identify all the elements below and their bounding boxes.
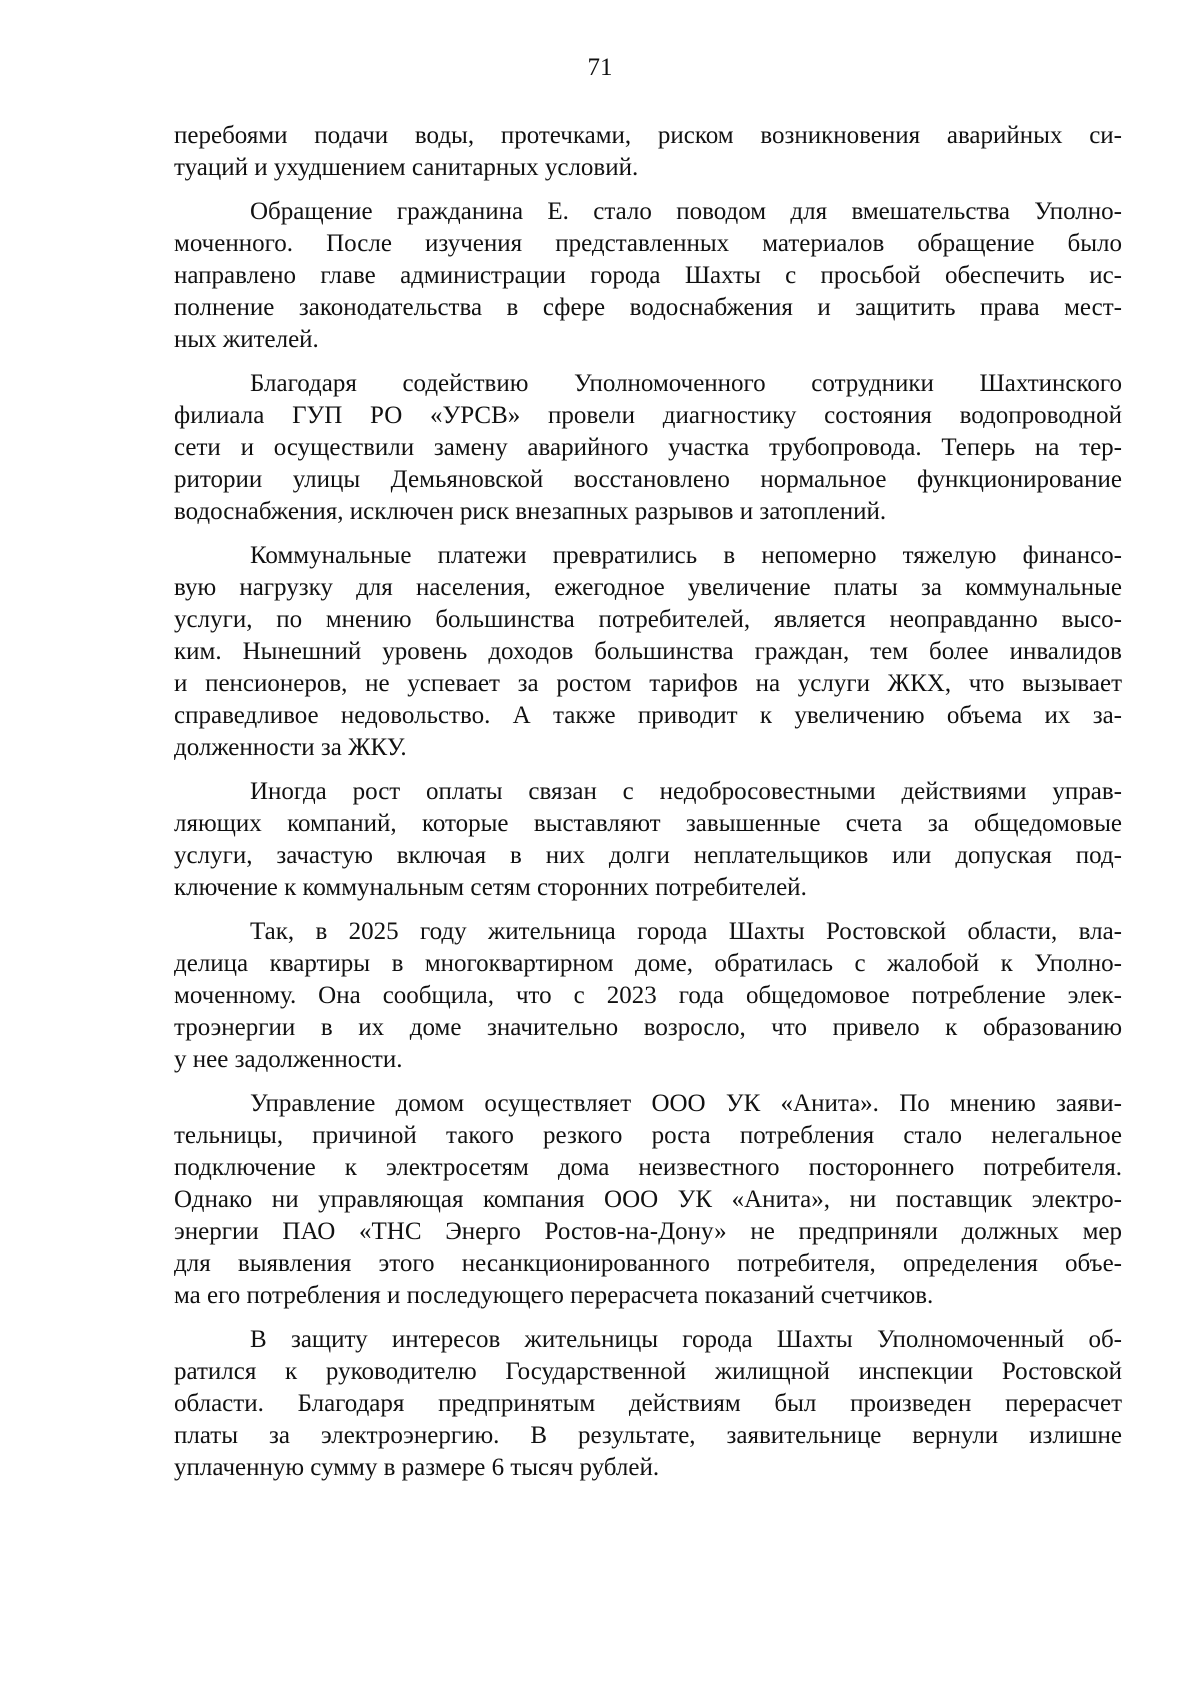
text-line: Однако ни управляющая компания ООО УК «Анита», ни поставщик электро- <box>174 1186 1122 1213</box>
text-line: ных жителей. <box>174 326 319 353</box>
text-line: энергии ПАО «ТНС Энерго Ростов-на-Дону» не предприняли должных мер <box>174 1218 1122 1245</box>
paragraph <box>174 1324 1122 1484</box>
text-line: услуги, зачастую включая в них долги неплательщиков или допуская под- <box>174 842 1122 869</box>
text-line: для выявления этого несанкционированного потребителя, определения объе- <box>174 1250 1122 1277</box>
text-line: ратился к руководителю Государственной жилищной инспекции Ростовской <box>174 1358 1122 1385</box>
text-line: ким. Нынешний уровень доходов большинства граждан, тем более инвалидов <box>174 638 1122 665</box>
text-line: моченному. Она сообщила, что с 2023 года общедомовое потребление элек- <box>174 982 1122 1009</box>
text-line: делица квартиры в многоквартирном доме, обратилась с жалобой к Уполно- <box>174 950 1122 977</box>
text-line: полнение законодательства в сфере водоснабжения и защитить права мест- <box>174 294 1122 321</box>
text-line: филиала ГУП РО «УРСВ» провели диагностику состояния водопроводной <box>174 402 1122 429</box>
text-line: тельницы, причиной такого резкого роста потребления стало нелегальное <box>174 1122 1122 1149</box>
text-line: услуги, по мнению большинства потребителей, является неоправданно высо- <box>174 606 1122 633</box>
text-line: ляющих компаний, которые выставляют завышенные счета за общедомовые <box>174 810 1122 837</box>
page-number: 71 <box>587 54 613 81</box>
paragraph <box>174 540 1122 764</box>
text-line: Управление домом осуществляет ООО УК «Анита». По мнению заяви- <box>250 1090 1122 1117</box>
body-text <box>174 120 1122 1496</box>
text-line: Иногда рост оплаты связан с недобросовестными действиями управ- <box>250 778 1122 805</box>
text-line: подключение к электросетям дома неизвестного постороннего потребителя. <box>174 1154 1122 1181</box>
text-line: Так, в 2025 году жительница города Шахты Ростовской области, вла- <box>250 918 1122 945</box>
text-line: у нее задолженности. <box>174 1046 403 1073</box>
text-line: моченного. После изучения представленных материалов обращение было <box>174 230 1122 257</box>
text-line: В защиту интересов жительницы города Шахты Уполномоченный об- <box>250 1326 1122 1353</box>
text-line: Коммунальные платежи превратились в непомерно тяжелую финансо- <box>250 542 1122 569</box>
text-line: ритории улицы Демьяновской восстановлено нормальное функционирование <box>174 466 1122 493</box>
paragraph <box>174 776 1122 904</box>
text-line: троэнергии в их доме значительно возросло, что привело к образованию <box>174 1014 1122 1041</box>
text-line: платы за электроэнергию. В результате, заявительнице вернули излишне <box>174 1422 1122 1449</box>
text-line: вую нагрузку для населения, ежегодное увеличение платы за коммунальные <box>174 574 1122 601</box>
paragraph <box>174 368 1122 528</box>
text-line: ключение к коммунальным сетям сторонних потребителей. <box>174 874 807 901</box>
text-line: Обращение гражданина Е. стало поводом для вмешательства Уполно- <box>250 198 1122 225</box>
text-line: ма его потребления и последующего перерасчета показаний счетчиков. <box>174 1282 934 1309</box>
text-line: уплаченную сумму в размере 6 тысяч рублей. <box>174 1454 660 1481</box>
text-line: сети и осуществили замену аварийного участка трубопровода. Теперь на тер- <box>174 434 1122 461</box>
paragraph <box>174 120 1122 184</box>
text-line: долженности за ЖКУ. <box>174 734 407 761</box>
paragraph <box>174 916 1122 1076</box>
paragraph <box>174 1088 1122 1312</box>
text-line: туаций и ухудшением санитарных условий. <box>174 154 639 181</box>
text-line: направлено главе администрации города Шахты с просьбой обеспечить ис- <box>174 262 1122 289</box>
text-line: справедливое недовольство. А также приводит к увеличению объема их за- <box>174 702 1122 729</box>
text-line: перебоями подачи воды, протечками, риском возникновения аварийных си- <box>174 122 1122 149</box>
text-line: Благодаря содействию Уполномоченного сотрудники Шахтинского <box>250 370 1122 397</box>
text-line: и пенсионеров, не успевает за ростом тарифов на услуги ЖКХ, что вызывает <box>174 670 1122 697</box>
text-line: области. Благодаря предпринятым действиям был произведен перерасчет <box>174 1390 1122 1417</box>
paragraph <box>174 196 1122 356</box>
text-line: водоснабжения, исключен риск внезапных разрывов и затоплений. <box>174 498 887 525</box>
